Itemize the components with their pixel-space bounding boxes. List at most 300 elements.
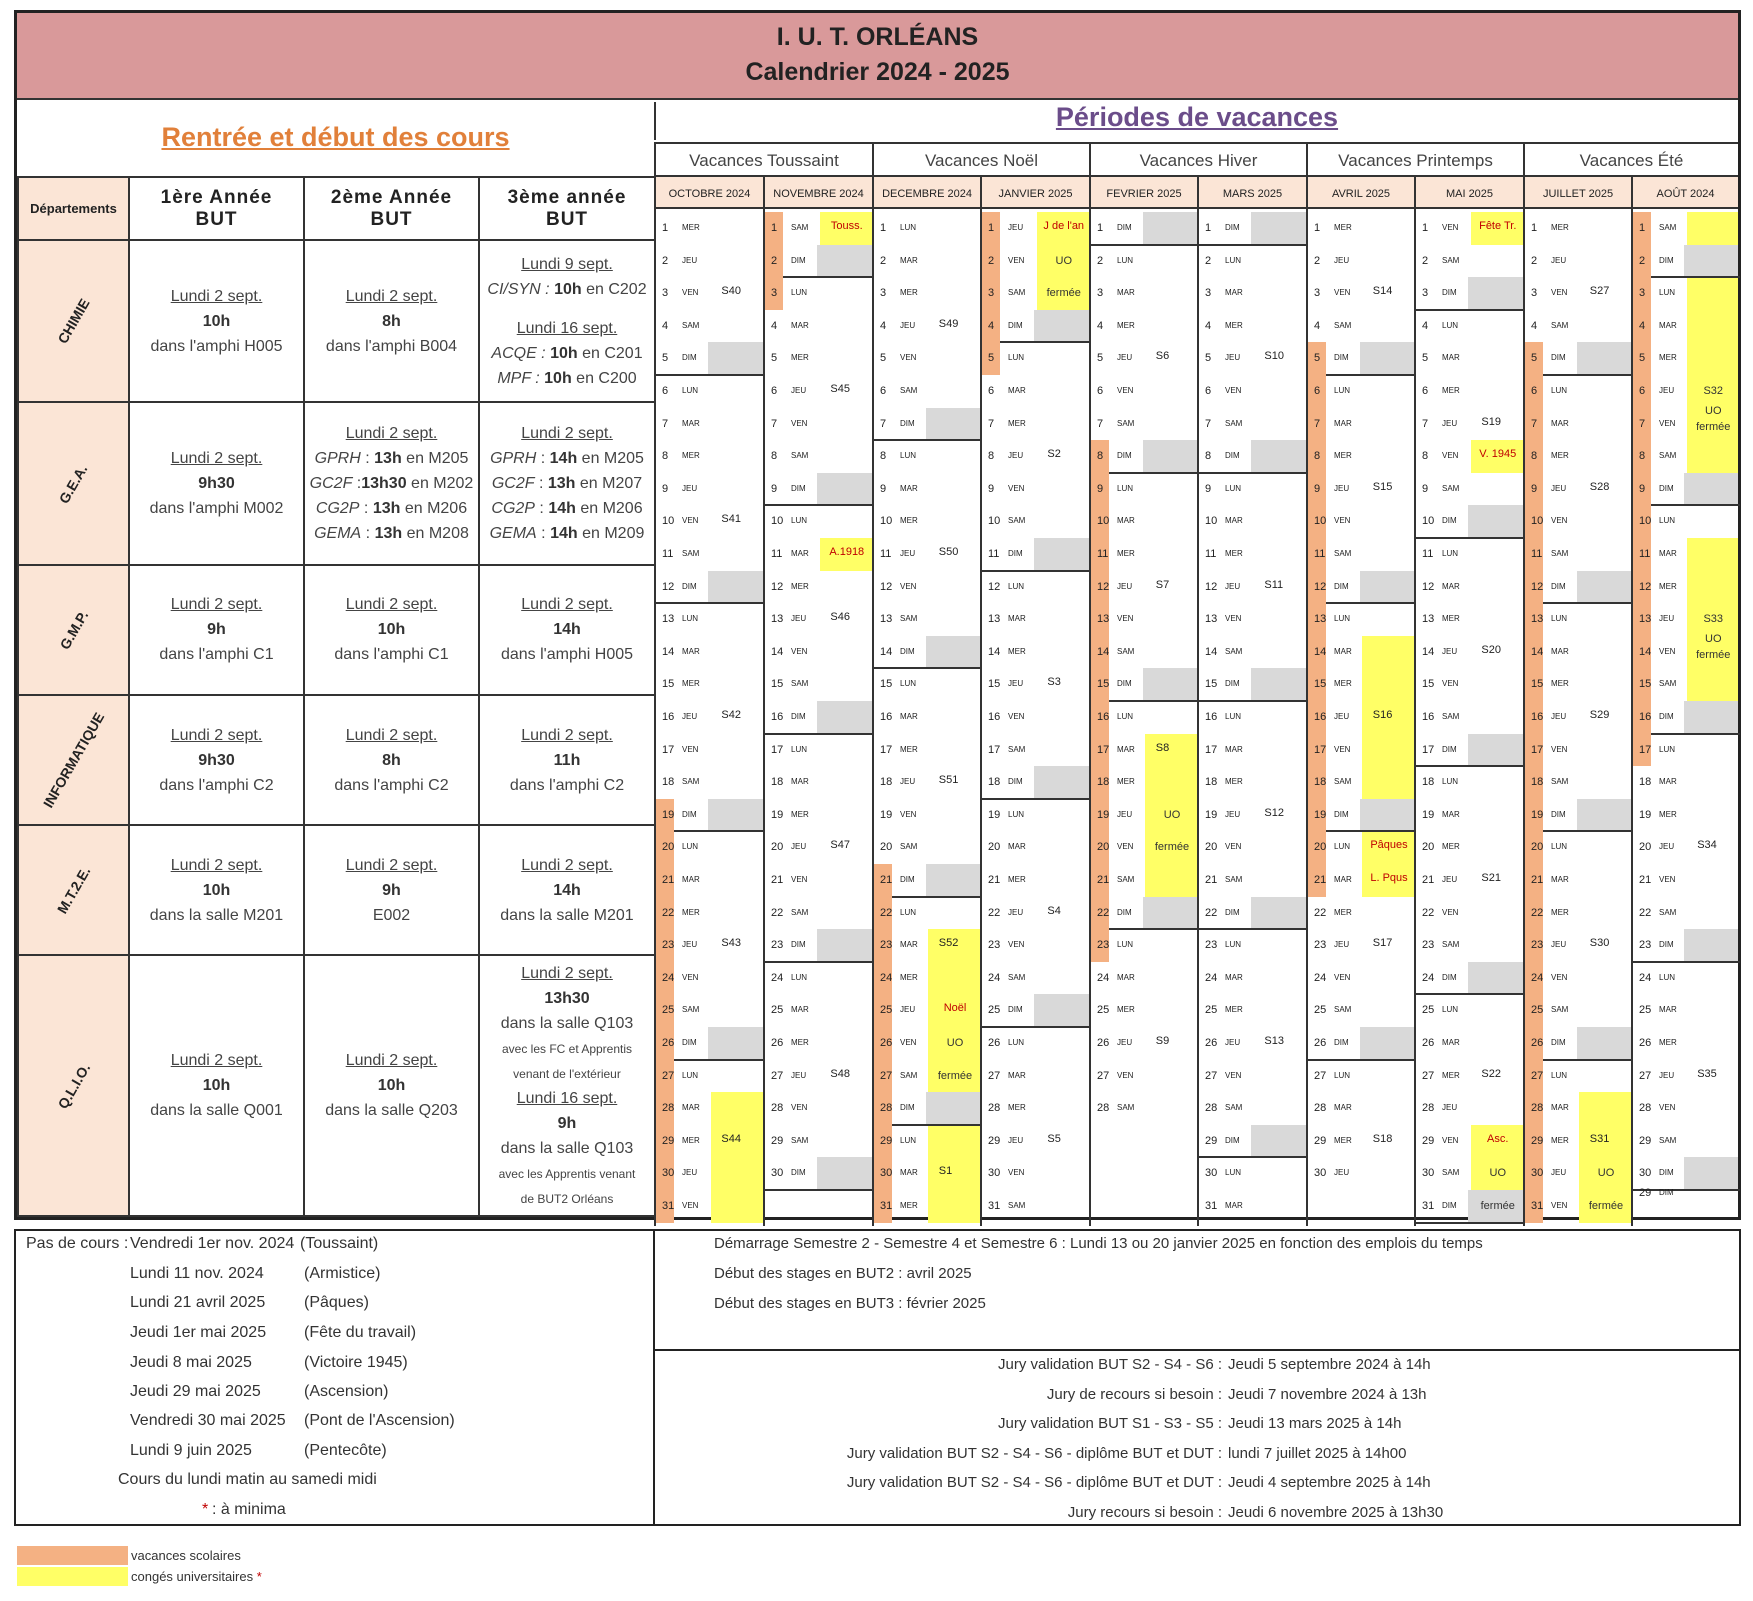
day-number: 30 xyxy=(880,1167,893,1180)
day-number: 25 xyxy=(1422,1004,1435,1017)
day-number: 8 xyxy=(988,450,995,463)
day-number: 9 xyxy=(1314,482,1321,495)
day-number: 29 xyxy=(988,1134,1001,1147)
day-number: 15 xyxy=(880,678,893,691)
day-row xyxy=(1308,864,1352,896)
weekday: MER xyxy=(1225,777,1243,787)
week-number: S43 xyxy=(721,937,741,950)
day-row xyxy=(656,375,699,407)
day-row xyxy=(1633,1060,1673,1092)
day-row xyxy=(765,766,809,798)
day-number: 14 xyxy=(1205,645,1218,658)
rentree-title: Rentrée et début des cours xyxy=(161,122,510,152)
day-number: 25 xyxy=(771,1004,784,1017)
day-number: 9 xyxy=(988,482,995,495)
day-number: 22 xyxy=(1422,906,1435,919)
day-number: 8 xyxy=(880,450,887,463)
day-row xyxy=(765,375,805,407)
weekday: JEU xyxy=(682,1168,698,1178)
day-row xyxy=(1416,701,1460,733)
day-row xyxy=(1091,668,1131,700)
day-row xyxy=(1525,473,1565,505)
day-number: 18 xyxy=(1205,776,1218,789)
weekday: JEU xyxy=(900,549,916,558)
day-row xyxy=(765,1027,809,1059)
closure-note: S33 xyxy=(1703,613,1724,626)
row-gmp xyxy=(18,565,655,695)
weekday: VEN xyxy=(900,1038,917,1047)
weekday: MER xyxy=(1659,353,1677,363)
weekday: SAM xyxy=(1225,418,1243,428)
weekday: MAR xyxy=(1008,1070,1026,1080)
weekday: JEU xyxy=(1008,907,1024,917)
weekday: LUN xyxy=(1117,712,1134,721)
day-number: 28 xyxy=(880,1102,893,1115)
day-number: 6 xyxy=(771,385,778,397)
weekday: DIM xyxy=(682,353,697,363)
weekday: VEN xyxy=(1334,288,1351,298)
day-number: 29 xyxy=(1314,1134,1327,1147)
day-row xyxy=(1091,310,1135,342)
month-column xyxy=(1523,209,1631,1226)
weekday: VEN xyxy=(1117,614,1134,624)
day-row xyxy=(1525,831,1568,863)
day-number: 5 xyxy=(771,352,778,365)
sunday-shade xyxy=(1468,505,1523,537)
day-number: 7 xyxy=(771,417,778,430)
no-class-panel xyxy=(14,1229,655,1526)
day-number: 23 xyxy=(1097,939,1110,952)
weekday: DIM xyxy=(1659,1168,1674,1178)
day-number: 5 xyxy=(662,352,669,365)
day-row xyxy=(874,408,914,440)
weekday: MAR xyxy=(1551,418,1569,428)
row-gea xyxy=(18,402,655,564)
weekday: VEN xyxy=(791,418,808,428)
week-number: S4 xyxy=(1047,904,1061,917)
weekday: LUN xyxy=(1551,614,1568,624)
day-number: 23 xyxy=(771,939,784,952)
day-row xyxy=(1633,505,1676,537)
weekday: SAM xyxy=(791,907,809,917)
day-row xyxy=(982,1092,1026,1124)
sunday-shade xyxy=(1360,571,1414,603)
day-number: 7 xyxy=(880,417,887,430)
day-row xyxy=(1416,1092,1456,1124)
weekday: SAM xyxy=(1117,418,1135,428)
weekday: SAM xyxy=(1008,288,1026,298)
day-row xyxy=(1416,505,1456,537)
weekday: DIM xyxy=(1117,907,1132,917)
day-number: 2 xyxy=(1639,254,1646,267)
weekday: SAM xyxy=(900,614,918,624)
day-number: 5 xyxy=(1422,352,1429,365)
cell-y3: Lundi 2 sept. 11h dans l'amphi C2 xyxy=(479,695,655,825)
weekday: VEN xyxy=(1117,386,1134,395)
day-row xyxy=(1525,1060,1568,1092)
day-row xyxy=(1416,1157,1460,1189)
jury-date: Jeudi 13 mars 2025 à 14h xyxy=(1228,1415,1402,1432)
weekday: JEU xyxy=(682,255,698,265)
day-number: 3 xyxy=(1097,287,1104,300)
day-row xyxy=(1633,1125,1677,1157)
weekday: SAM xyxy=(1008,1201,1026,1210)
weekday: VEN xyxy=(1008,1168,1025,1178)
weekday: DIM xyxy=(791,940,806,950)
weekday: JEU xyxy=(1225,1038,1241,1047)
day-number: 29 xyxy=(1531,1134,1544,1147)
weekday: SAM xyxy=(1442,255,1460,265)
weekday: LUN xyxy=(900,223,917,232)
weekday: MAR xyxy=(1225,1201,1243,1210)
day-row xyxy=(1091,342,1131,374)
cell-y1: Lundi 2 sept. 9h30 dans l'amphi M002 xyxy=(129,402,304,564)
weekday: VEN xyxy=(1334,744,1351,754)
day-row xyxy=(1308,603,1351,635)
weekday: LUN xyxy=(1442,549,1459,558)
weekday: DIM xyxy=(1008,549,1023,558)
day-number: 17 xyxy=(1314,743,1327,756)
sunday-shade xyxy=(1684,473,1738,505)
day-number: 25 xyxy=(662,1004,675,1017)
jury-label: Jury validation BUT S2 - S4 - S6 - diplôme BUT et DUT : xyxy=(846,1474,1222,1491)
weekday: LUN xyxy=(1225,483,1242,493)
day-row xyxy=(982,245,1025,277)
cell-y2: Lundi 2 sept. 8h dans l'amphi C2 xyxy=(304,695,479,825)
month-header: FEVRIER 2025 xyxy=(1089,175,1197,209)
day-number: 6 xyxy=(880,385,887,397)
cell-y1: Lundi 2 sept. 9h30 dans l'amphi C2 xyxy=(129,695,304,825)
weekday: LUN xyxy=(1334,842,1351,852)
day-row xyxy=(1633,864,1676,896)
day-row xyxy=(656,571,696,603)
day-row xyxy=(1633,245,1673,277)
day-row xyxy=(656,310,700,342)
weekday: SAM xyxy=(1442,483,1460,493)
day-number: 26 xyxy=(1314,1037,1327,1049)
day-number: 30 xyxy=(662,1167,675,1180)
week-number: S51 xyxy=(938,774,959,787)
day-row xyxy=(1633,668,1677,700)
day-row xyxy=(656,277,699,309)
weekday: MAR xyxy=(1117,972,1135,982)
day-number: 29 xyxy=(1205,1134,1218,1147)
day-number: 30 xyxy=(1314,1167,1327,1180)
day-row xyxy=(1416,864,1456,896)
weekday: DIM xyxy=(1008,320,1023,330)
day-row xyxy=(1525,994,1569,1026)
weekday: VEN xyxy=(1659,1103,1676,1113)
day-number: 13 xyxy=(1531,613,1544,626)
weekday: MER xyxy=(1334,907,1352,917)
page-header xyxy=(17,13,1738,100)
day-row xyxy=(656,636,700,668)
day-row xyxy=(1525,734,1568,766)
day-row xyxy=(1416,473,1460,505)
day-number: 21 xyxy=(1205,874,1218,886)
day-number: 23 xyxy=(1422,939,1435,952)
day-row xyxy=(1525,603,1568,635)
day-row xyxy=(1091,245,1134,277)
weekday: DIM xyxy=(900,875,915,884)
weekday: LUN xyxy=(1334,614,1351,624)
day-row xyxy=(1091,766,1135,798)
day-row xyxy=(765,571,809,603)
row-informatique xyxy=(18,695,655,825)
weekday: MER xyxy=(1442,1070,1460,1080)
day-row xyxy=(874,636,914,668)
sunday-shade xyxy=(1684,701,1738,733)
weekday: VEN xyxy=(1442,679,1459,689)
day-row xyxy=(1199,310,1243,342)
day-row xyxy=(982,1190,1026,1222)
day-row xyxy=(1416,538,1459,570)
weekday: JEU xyxy=(1008,1135,1024,1145)
day-row xyxy=(1525,701,1565,733)
day-row xyxy=(656,897,700,929)
day-number: 19 xyxy=(662,808,675,821)
day-number: 29 xyxy=(771,1134,784,1147)
week-number: S30 xyxy=(1589,937,1610,950)
day-row xyxy=(1199,1125,1239,1157)
no-class-date: Vendredi 30 mai 2025 xyxy=(130,1412,286,1429)
weekday: SAM xyxy=(1551,777,1569,787)
weekday: VEN xyxy=(1442,451,1459,461)
day-number: 31 xyxy=(1205,1200,1218,1212)
day-number: 9 xyxy=(1422,482,1429,495)
weekday: MER xyxy=(1659,581,1677,591)
weekday: DIM xyxy=(1551,1038,1566,1047)
day-number: 14 xyxy=(1531,645,1544,658)
weekday: MER xyxy=(1225,549,1243,558)
day-number: 31 xyxy=(880,1200,893,1212)
day-number: 14 xyxy=(1314,645,1327,658)
day-row xyxy=(1199,1190,1243,1222)
weekday: MAR xyxy=(900,1168,918,1178)
week-number: S11 xyxy=(1264,578,1284,591)
day-number: 20 xyxy=(662,841,675,854)
weekday: MAR xyxy=(791,777,809,787)
weekday: SAM xyxy=(900,842,918,852)
day-row xyxy=(1308,1157,1348,1189)
day-number: 2 xyxy=(771,254,778,267)
no-class-date: Jeudi 29 mai 2025 xyxy=(130,1383,261,1400)
day-row xyxy=(1199,603,1242,635)
no-class-label: Pas de cours : xyxy=(26,1235,129,1252)
day-number: 26 xyxy=(880,1037,893,1049)
weekday: DIM xyxy=(1334,1038,1349,1047)
day-row xyxy=(982,1157,1025,1189)
weekday: SAM xyxy=(1225,875,1243,884)
holiday-label: Fête Tr. xyxy=(1479,220,1517,232)
weekday: JEU xyxy=(1334,1168,1350,1178)
weekday: MAR xyxy=(1551,646,1569,656)
weekday: VEN xyxy=(1442,223,1459,232)
weekday: LUN xyxy=(1225,940,1242,950)
weekday: LUN xyxy=(1442,320,1459,330)
day-number: 7 xyxy=(1639,417,1646,430)
weekday: MAR xyxy=(1659,549,1677,558)
day-row xyxy=(1525,864,1569,896)
cours-line: Cours du lundi matin au samedi midi xyxy=(118,1471,377,1488)
weekday: JEU xyxy=(1442,1103,1458,1113)
cell-y1: Lundi 2 sept. 10h dans la salle M201 xyxy=(129,825,304,955)
cell-y3: Lundi 2 sept. GPRH : 14h en M205 GC2F : 13h en M207 CG2P : 14h en M206 GEMA : 14h en M209 xyxy=(479,402,655,564)
weekday: LUN xyxy=(1008,353,1025,363)
no-class-date: Lundi 21 avril 2025 xyxy=(130,1294,266,1311)
day-number: 10 xyxy=(880,515,893,528)
day-row xyxy=(1416,831,1460,863)
sunday-shade xyxy=(1034,310,1089,342)
day-row xyxy=(1199,994,1243,1026)
day-row xyxy=(1633,571,1677,603)
day-row xyxy=(1633,929,1673,961)
weekday: MAR xyxy=(791,549,809,558)
day-row xyxy=(765,864,808,896)
day-number: 29 xyxy=(662,1134,675,1147)
week-number: S27 xyxy=(1589,285,1610,298)
weekday: JEU xyxy=(1117,809,1133,819)
weekday: JEU xyxy=(1659,842,1675,852)
day-number: 9 xyxy=(1639,482,1646,495)
month-column xyxy=(1089,209,1197,1226)
day-number: 16 xyxy=(1639,711,1652,723)
day-row xyxy=(874,1125,917,1157)
weekday: VEN xyxy=(682,516,699,526)
no-class-reason: (Pentecôte) xyxy=(304,1442,387,1459)
day-number: 11 xyxy=(1422,548,1434,560)
day-number: 18 xyxy=(1422,776,1435,789)
day-number: 21 xyxy=(662,874,675,886)
weekday: SAM xyxy=(1334,549,1352,558)
weekday: VEN xyxy=(1008,940,1025,950)
day-number: 3 xyxy=(988,287,995,300)
day-number: 16 xyxy=(1314,711,1327,723)
day-number: 27 xyxy=(1639,1069,1652,1082)
day-number: 12 xyxy=(880,580,893,593)
day-number: 1 xyxy=(988,222,995,234)
day-number: 26 xyxy=(988,1037,1001,1049)
day-number: 23 xyxy=(880,939,893,952)
week-number: S3 xyxy=(1047,676,1061,689)
day-row xyxy=(1525,897,1569,929)
day-row xyxy=(1091,212,1131,244)
weekday: LUN xyxy=(1008,1038,1025,1047)
day-number: 14 xyxy=(988,645,1001,658)
no-class-date: Jeudi 1er mai 2025 xyxy=(130,1324,267,1341)
weekday: VEN xyxy=(682,744,699,754)
weekday: JEU xyxy=(1334,255,1350,265)
day-row xyxy=(874,375,918,407)
weekday: MER xyxy=(1008,1103,1026,1113)
day-number: 11 xyxy=(771,548,783,560)
weekday: DIM xyxy=(1551,353,1566,363)
weekday: LUN xyxy=(900,679,917,689)
holiday-label: Noël xyxy=(943,1002,967,1015)
weekday: MAR xyxy=(1442,581,1460,591)
day-row xyxy=(982,701,1025,733)
day-number: 7 xyxy=(1422,417,1429,430)
col-year2: 2ème Année BUT xyxy=(304,177,479,240)
day-number: 12 xyxy=(1422,580,1435,593)
day-number: 2 xyxy=(1531,254,1538,267)
day-number: 18 xyxy=(880,776,893,789)
day-number: 2 xyxy=(1097,254,1104,267)
weekday: DIM xyxy=(900,646,915,656)
weekday: SAM xyxy=(1659,907,1677,917)
day-number: 5 xyxy=(1531,352,1538,365)
closure-note: fermée xyxy=(1154,841,1190,854)
legend-swatch-conges xyxy=(17,1567,128,1586)
weekday: SAM xyxy=(682,1005,700,1015)
day-row xyxy=(1416,1190,1456,1222)
day-row xyxy=(656,342,696,374)
vac-group-printemps: Vacances Printemps xyxy=(1306,142,1523,175)
weekday: VEN xyxy=(1225,842,1242,852)
day-row xyxy=(1199,1092,1243,1124)
day-row xyxy=(656,408,700,440)
weekday: LUN xyxy=(1117,940,1134,950)
day-row xyxy=(765,701,805,733)
day-row xyxy=(1308,897,1352,929)
weekday: JEU xyxy=(900,777,916,787)
day-number: 21 xyxy=(880,874,893,886)
row-qlio xyxy=(18,955,655,1216)
weekday: DIM xyxy=(791,483,806,493)
day-number: 3 xyxy=(662,287,669,300)
day-number: 4 xyxy=(988,319,995,332)
weekday: DIM xyxy=(791,1168,806,1178)
day-row xyxy=(1416,1125,1459,1157)
weekday: VEN xyxy=(1225,1070,1242,1080)
week-number: S31 xyxy=(1589,1132,1610,1145)
day-row xyxy=(982,831,1026,863)
day-number: 20 xyxy=(1314,841,1327,854)
day-number: 16 xyxy=(1531,711,1544,723)
weekday: SAM xyxy=(1008,972,1026,982)
day-row xyxy=(1633,440,1677,472)
day-row xyxy=(1199,766,1243,798)
day-row xyxy=(874,668,917,700)
weekday: MAR xyxy=(1659,1005,1677,1015)
no-class-date: Jeudi 8 mai 2025 xyxy=(130,1354,252,1371)
day-row xyxy=(1416,1060,1460,1092)
day-row xyxy=(765,1125,809,1157)
jury-label: Jury validation BUT S2 - S4 - S6 - diplôme BUT et DUT : xyxy=(846,1444,1222,1462)
weekday: DIM xyxy=(682,809,697,819)
day-number: 12 xyxy=(1097,580,1110,593)
no-class-reason: (Toussaint) xyxy=(300,1235,379,1252)
weekday: JEU xyxy=(900,320,916,330)
month-header: NOVEMBRE 2024 xyxy=(763,175,872,209)
day-number: 23 xyxy=(1205,939,1218,952)
day-number: 2 xyxy=(1205,254,1212,267)
day-number: 9 xyxy=(1097,482,1104,495)
weekday: JEU xyxy=(1551,483,1567,493)
day-row xyxy=(982,636,1026,668)
weekday: MAR xyxy=(1659,320,1677,330)
weekday: VEN xyxy=(1659,646,1676,656)
weekday: MAR xyxy=(791,320,809,330)
weekday: MAR xyxy=(900,255,918,265)
day-row xyxy=(874,277,918,309)
day-number: 9 xyxy=(1531,482,1538,495)
weekday: DIM xyxy=(1334,809,1349,819)
weekday: VEN xyxy=(1008,483,1025,493)
day-number: 28 xyxy=(1205,1102,1218,1115)
day-number: 8 xyxy=(1422,450,1429,463)
weekday: MER xyxy=(791,581,809,591)
